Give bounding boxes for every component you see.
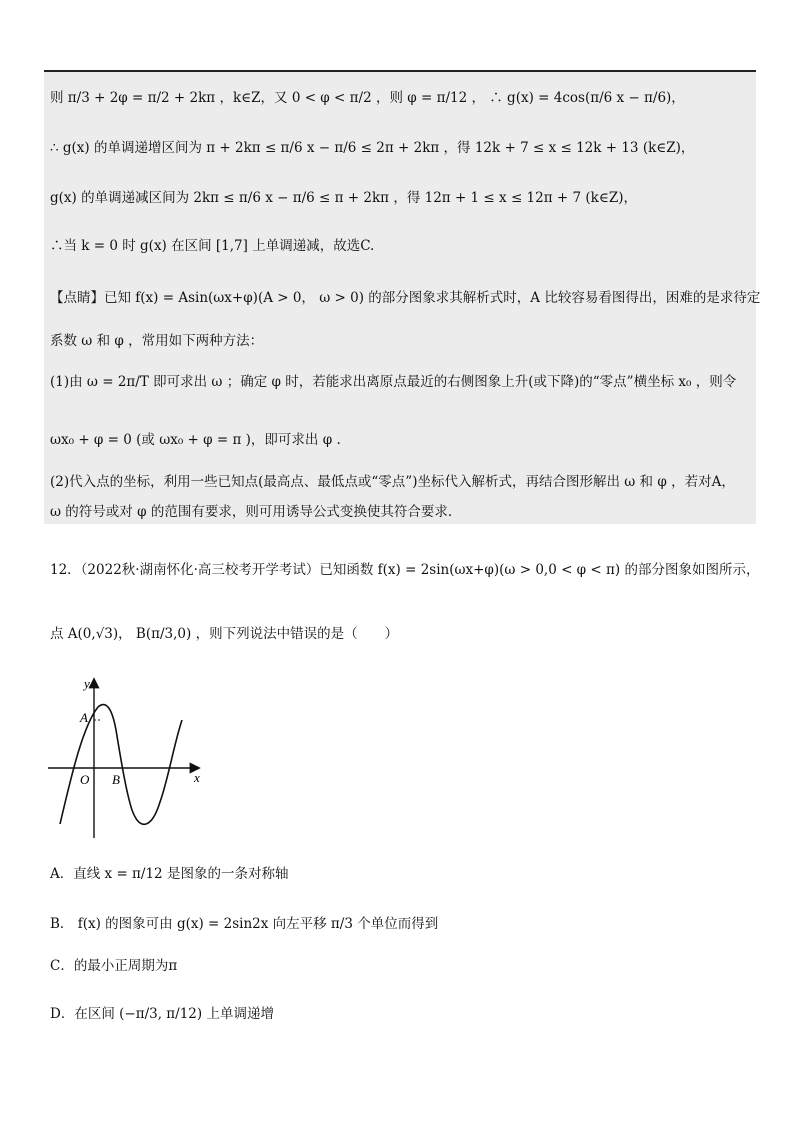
point-a-label: A	[80, 710, 88, 725]
function-graph	[48, 672, 218, 842]
point-b-label: B	[112, 772, 120, 787]
sine-curve	[60, 705, 182, 825]
solution-line: ω 的符号或对 φ 的范围有要求，则可用诱导公式变换使其符合要求.	[50, 504, 453, 520]
solution-line: 系数 ω 和 φ ，常用如下两种方法：	[50, 333, 264, 349]
solution-line: ∴当 k = 0 时 g(x) 在区间 [1,7] 上单调递减，故选C.	[50, 238, 375, 254]
option-b: B． f(x) 的图象可由 g(x) = 2sin2x 向左平移 π/3 个单位而得到	[50, 916, 439, 932]
option-a: A．直线 x = π/12 是图象的一条对称轴	[50, 866, 289, 882]
solution-line: 【点睛】已知 f(x) = Asin(ωx+φ)(A > 0， ω > 0) 的部分图象求其解析式时，A 比较容易看图得出，困难的是求待定	[50, 290, 761, 306]
y-axis-label: y	[84, 676, 90, 691]
question-stem: 12．（2022秋·湖南怀化·高三校考开学考试）已知函数 f(x) = 2sin(ωx+φ)(ω > 0,0 < φ < π) 的部分图象如图所示，	[50, 562, 760, 578]
solution-line: ∴ g(x) 的单调递增区间为 π + 2kπ ≤ π/6 x − π/6 ≤ 2π + 2kπ ，得 12k + 7 ≤ x ≤ 12k + 13 (k∈Z)，	[50, 140, 695, 156]
solution-line: ωx₀ + φ = 0 (或 ωx₀ + φ = π )，即可求出 φ .	[50, 432, 341, 448]
origin-label: O	[80, 772, 90, 787]
option-c: C．的最小正周期为π	[50, 958, 178, 974]
solution-line: 则 π/3 + 2φ = π/2 + 2kπ ，k∈Z，又 0 < φ < π/2 ，则 φ = π/12 ， ∴ g(x) = 4cos(π/6 x − π/6)，	[50, 90, 685, 106]
solution-line: (1)由 ω = 2π/T 即可求出 ω ；确定 φ 时，若能求出离原点最近的右侧图象上升(或下降)的“零点”横坐标 x₀ ，则令	[50, 374, 737, 390]
x-axis-label: x	[194, 770, 200, 785]
question-points: 点 A(0,√3)， B(π/3,0) ，则下列说法中错误的是（ ）	[50, 626, 399, 642]
solution-line: (2)代入点的坐标，利用一些已知点(最高点、最低点或“零点”)坐标代入解析式，再结合图形解出 ω 和 φ ，若对A，	[50, 474, 735, 490]
solution-line: g(x) 的单调递减区间为 2kπ ≤ π/6 x − π/6 ≤ π + 2kπ ，得 12π + 1 ≤ x ≤ 12π + 7 (k∈Z)，	[50, 190, 637, 206]
option-d: D．在区间 (−π/3, π/12) 上单调递增	[50, 1006, 274, 1022]
